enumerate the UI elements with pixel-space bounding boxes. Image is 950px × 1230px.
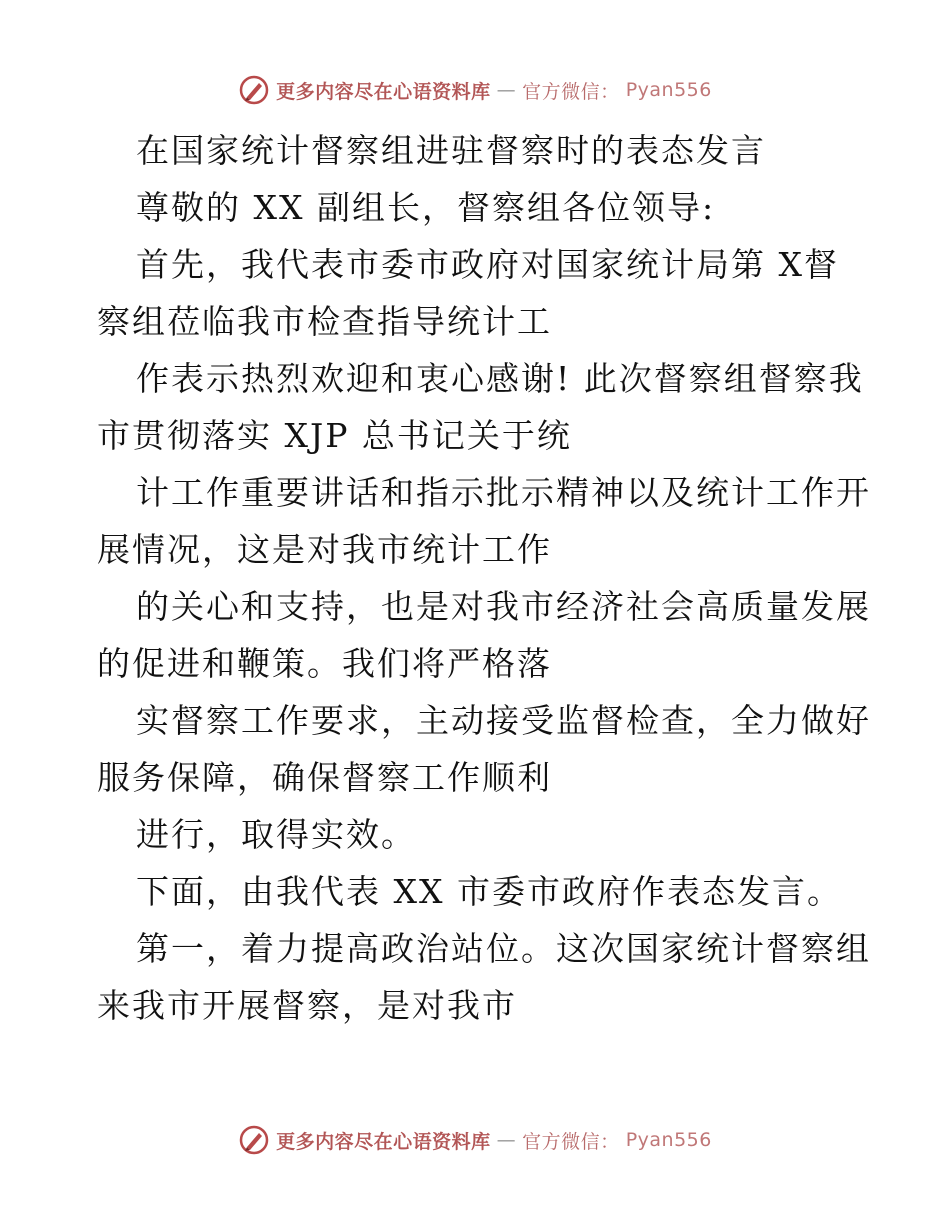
- doc-line: 下面，由我代表 XX 市委市政府作表态发言。: [136, 872, 842, 911]
- doc-line: 市贯彻落实 XJP 总书记关于统: [97, 416, 572, 455]
- watermark-id: Pyan556: [625, 79, 712, 101]
- watermark-text: 更多内容尽在心语资料库: [276, 80, 491, 103]
- doc-line: 第一，着力提高政治站位。这次国家统计督察组: [136, 929, 871, 968]
- doc-line: 察组莅临我市检查指导统计工: [97, 302, 552, 341]
- doc-line: 计工作重要讲话和指示批示精神以及统计工作开: [136, 473, 871, 512]
- doc-line: 展情况，这是对我市统计工作: [97, 530, 552, 569]
- doc-title: 在国家统计督察组进驻督察时的表态发言: [136, 131, 766, 170]
- doc-line: 首先，我代表市委市政府对国家统计局第 X督: [136, 245, 839, 284]
- doc-line: 作表示热烈欢迎和衷心感谢! 此次督察组督察我: [136, 359, 864, 398]
- doc-line: 的关心和支持，也是对我市经济社会高质量发展: [136, 587, 871, 626]
- document-body: [97, 122, 871, 1034]
- watermark-text: 更多内容尽在心语资料库: [276, 1130, 491, 1153]
- watermark-label: 官方微信：: [522, 80, 620, 103]
- doc-line-salutation: 尊敬的 XX 副组长，督察组各位领导:: [136, 188, 716, 227]
- doc-line: 实督察工作要求，主动接受监督检查，全力做好: [136, 701, 871, 740]
- watermark-label: 官方微信：: [522, 1130, 620, 1153]
- pen-logo-icon: [238, 1124, 270, 1156]
- doc-line: 来我市开展督察，是对我市: [97, 986, 517, 1025]
- doc-line: 服务保障，确保督察工作顺利: [97, 758, 552, 797]
- doc-line: 进行，取得实效。: [136, 815, 416, 854]
- doc-line: 的促进和鞭策。我们将严格落: [97, 644, 552, 683]
- watermark-separator: —: [496, 1129, 517, 1151]
- watermark-footer: [0, 1124, 950, 1156]
- pen-logo-icon: [238, 74, 270, 106]
- watermark-id: Pyan556: [625, 1129, 712, 1151]
- watermark-separator: —: [496, 79, 517, 101]
- watermark-header: [0, 74, 950, 106]
